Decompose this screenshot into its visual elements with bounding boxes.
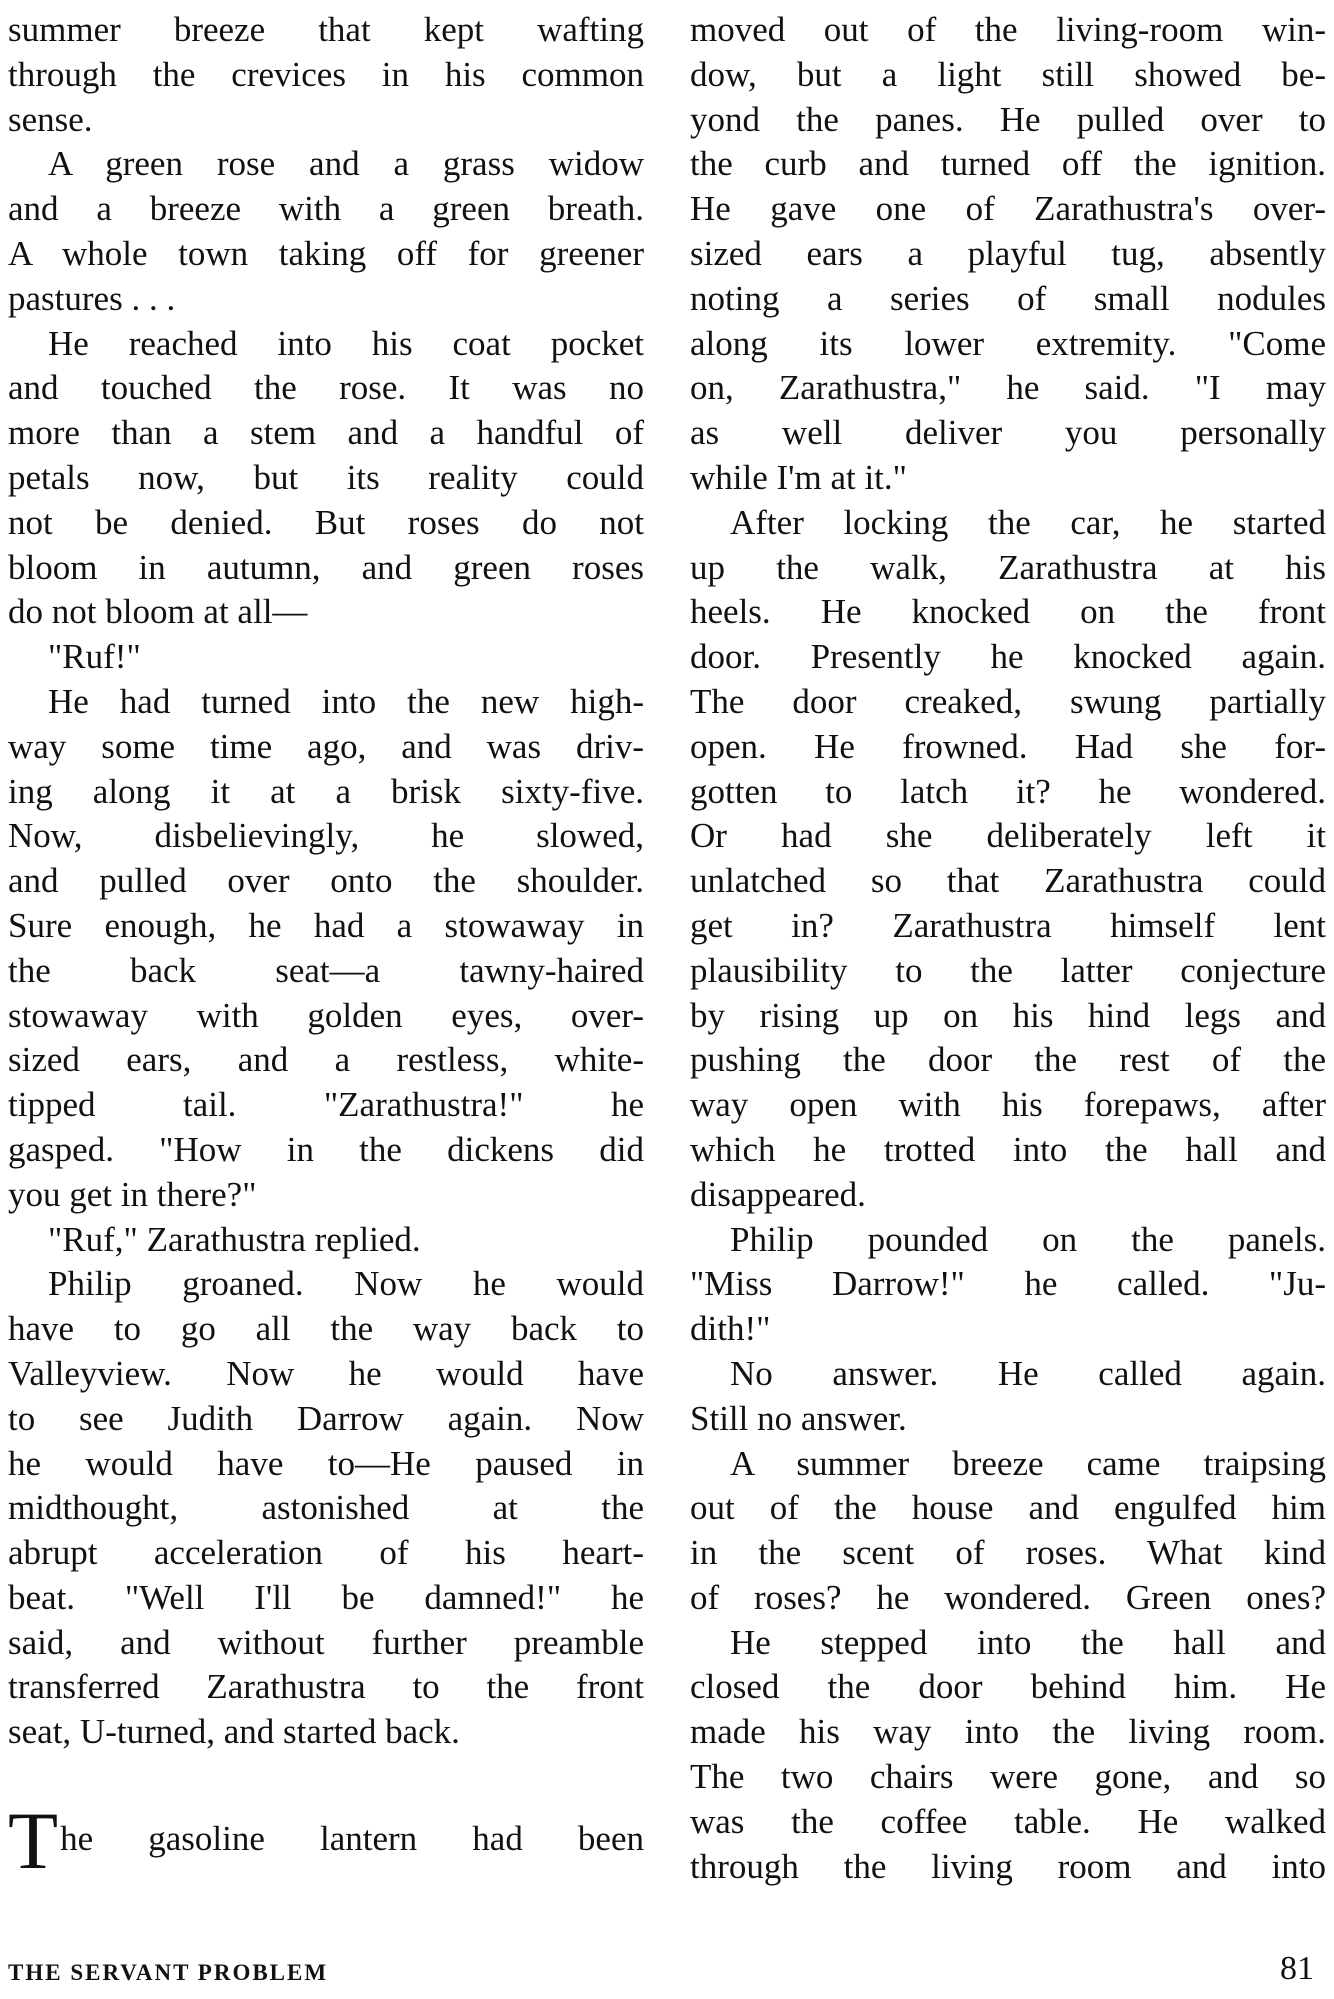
text-line: "Ruf," Zarathustra replied. <box>48 1219 421 1259</box>
text-line: he would have to—He paused in <box>8 1443 644 1483</box>
text-line: A summer breeze came traipsing <box>730 1443 1326 1483</box>
text-line: summer breeze that kept wafting <box>8 10 644 49</box>
text-line: as well deliver you personally <box>690 413 1326 453</box>
text-line: yond the panes. He pulled over to <box>690 99 1326 139</box>
text-line: A whole town taking off for greener <box>8 233 644 273</box>
text-line: closed the door behind him. He <box>690 1667 1326 1707</box>
text-line: He reached into his coat pocket <box>48 323 644 363</box>
text-line: The two chairs were gone, and so <box>690 1757 1326 1797</box>
drop-cap-letter: T <box>8 1795 59 1887</box>
text-line: the back seat—a tawny-haired <box>8 950 644 990</box>
text-line: seat, U-turned, and started back. <box>8 1712 460 1752</box>
text-line: He had turned into the new high- <box>48 681 644 721</box>
text-line: not be denied. But roses do not <box>8 502 644 542</box>
text-line: tipped tail. "Zarathustra!" he <box>8 1085 644 1125</box>
text-line: abrupt acceleration of his heart- <box>8 1533 644 1573</box>
text-line: by rising up on his hind legs and <box>690 995 1326 1035</box>
text-line: through the crevices in his common <box>8 54 644 94</box>
text-line: out of the house and engulfed him <box>690 1488 1326 1528</box>
text-line: sized ears a playful tug, absently <box>690 233 1326 273</box>
text-line: and a breeze with a green breath. <box>8 189 644 229</box>
text-line: and touched the rose. It was no <box>8 368 644 408</box>
text-line: transferred Zarathustra to the front <box>8 1667 644 1707</box>
text-line: He gave one of Zarathustra's over- <box>690 189 1326 229</box>
text-line: He stepped into the hall and <box>730 1622 1326 1662</box>
text-line: way open with his forepaws, after <box>690 1085 1326 1125</box>
text-line: beat. "Well I'll be damned!" he <box>8 1577 644 1617</box>
text-line: to see Judith Darrow again. Now <box>8 1398 644 1438</box>
text-line: sense. <box>8 99 93 139</box>
text-line: "Miss Darrow!" he called. "Ju- <box>690 1264 1326 1304</box>
text-line: made his way into the living room. <box>690 1712 1326 1752</box>
right-column <box>690 8 1326 1889</box>
text-line: Valleyview. Now he would have <box>8 1353 644 1393</box>
text-line: sized ears, and a restless, white- <box>8 1040 644 1080</box>
running-footer-title: THE SERVANT PROBLEM <box>8 1960 329 1985</box>
text-line: up the walk, Zarathustra at his <box>690 547 1326 587</box>
text-line: noting a series of small nodules <box>690 278 1326 318</box>
text-line: along its lower extremity. "Come <box>690 323 1326 363</box>
text-line: and pulled over onto the shoulder. <box>8 861 644 901</box>
text-line: through the living room and into <box>690 1846 1326 1886</box>
dropcap-line-text: he gasoline lantern had been <box>60 1819 644 1859</box>
text-line: After locking the car, he started <box>730 502 1326 542</box>
text-line: stowaway with golden eyes, over- <box>8 995 644 1035</box>
text-line: gotten to latch it? he wondered. <box>690 771 1326 811</box>
text-line: plausibility to the latter conjecture <box>690 950 1326 990</box>
text-line: while I'm at it." <box>690 457 907 497</box>
text-line: Philip groaned. Now he would <box>48 1264 644 1304</box>
text-line: more than a stem and a handful of <box>8 413 644 453</box>
text-line: midthought, astonished at the <box>8 1488 644 1528</box>
text-line: disappeared. <box>690 1174 866 1214</box>
text-line: do not bloom at all— <box>8 592 308 632</box>
text-line: moved out of the living-room win- <box>690 10 1326 49</box>
dropcap-line <box>8 1795 644 1887</box>
text-line: Philip pounded on the panels. <box>730 1219 1326 1259</box>
text-line: dith!" <box>690 1309 771 1349</box>
left-column <box>8 8 644 1887</box>
text-line: unlatched so that Zarathustra could <box>690 861 1326 901</box>
text-line: A green rose and a grass widow <box>48 144 644 184</box>
text-line: pastures . . . <box>8 278 176 318</box>
text-line: bloom in autumn, and green roses <box>8 547 644 587</box>
text-line: in the scent of roses. What kind <box>690 1533 1326 1573</box>
text-line: dow, but a light still showed be- <box>690 54 1326 94</box>
text-line: ing along it at a brisk sixty-five. <box>8 771 644 811</box>
section-break <box>8 1755 644 1813</box>
text-line: heels. He knocked on the front <box>690 592 1326 632</box>
text-line: open. He frowned. Had she for- <box>690 726 1326 766</box>
text-line: The door creaked, swung partially <box>690 681 1326 721</box>
text-line: Now, disbelievingly, he slowed, <box>8 816 644 856</box>
text-line: the curb and turned off the ignition. <box>690 144 1326 184</box>
text-line: have to go all the way back to <box>8 1309 644 1349</box>
text-line: on, Zarathustra," he said. "I may <box>690 368 1326 408</box>
text-line: way some time ago, and was driv- <box>8 726 644 766</box>
text-line: Or had she deliberately left it <box>690 816 1326 856</box>
text-line: pushing the door the rest of the <box>690 1040 1326 1080</box>
text-line: door. Presently he knocked again. <box>690 637 1326 677</box>
text-line: was the coffee table. He walked <box>690 1801 1326 1841</box>
text-line: petals now, but its reality could <box>8 457 644 497</box>
text-line: which he trotted into the hall and <box>690 1129 1326 1169</box>
text-line: said, and without further preamble <box>8 1622 644 1662</box>
text-line: Sure enough, he had a stowaway in <box>8 905 644 945</box>
page-number: 81 <box>1280 1950 1314 1987</box>
text-line: you get in there?" <box>8 1174 257 1214</box>
text-line: Still no answer. <box>690 1398 907 1438</box>
text-line: of roses? he wondered. Green ones? <box>690 1577 1326 1617</box>
text-line: get in? Zarathustra himself lent <box>690 905 1326 945</box>
text-line: No answer. He called again. <box>730 1353 1326 1393</box>
text-line: "Ruf!" <box>48 637 141 677</box>
text-line: gasped. "How in the dickens did <box>8 1129 644 1169</box>
